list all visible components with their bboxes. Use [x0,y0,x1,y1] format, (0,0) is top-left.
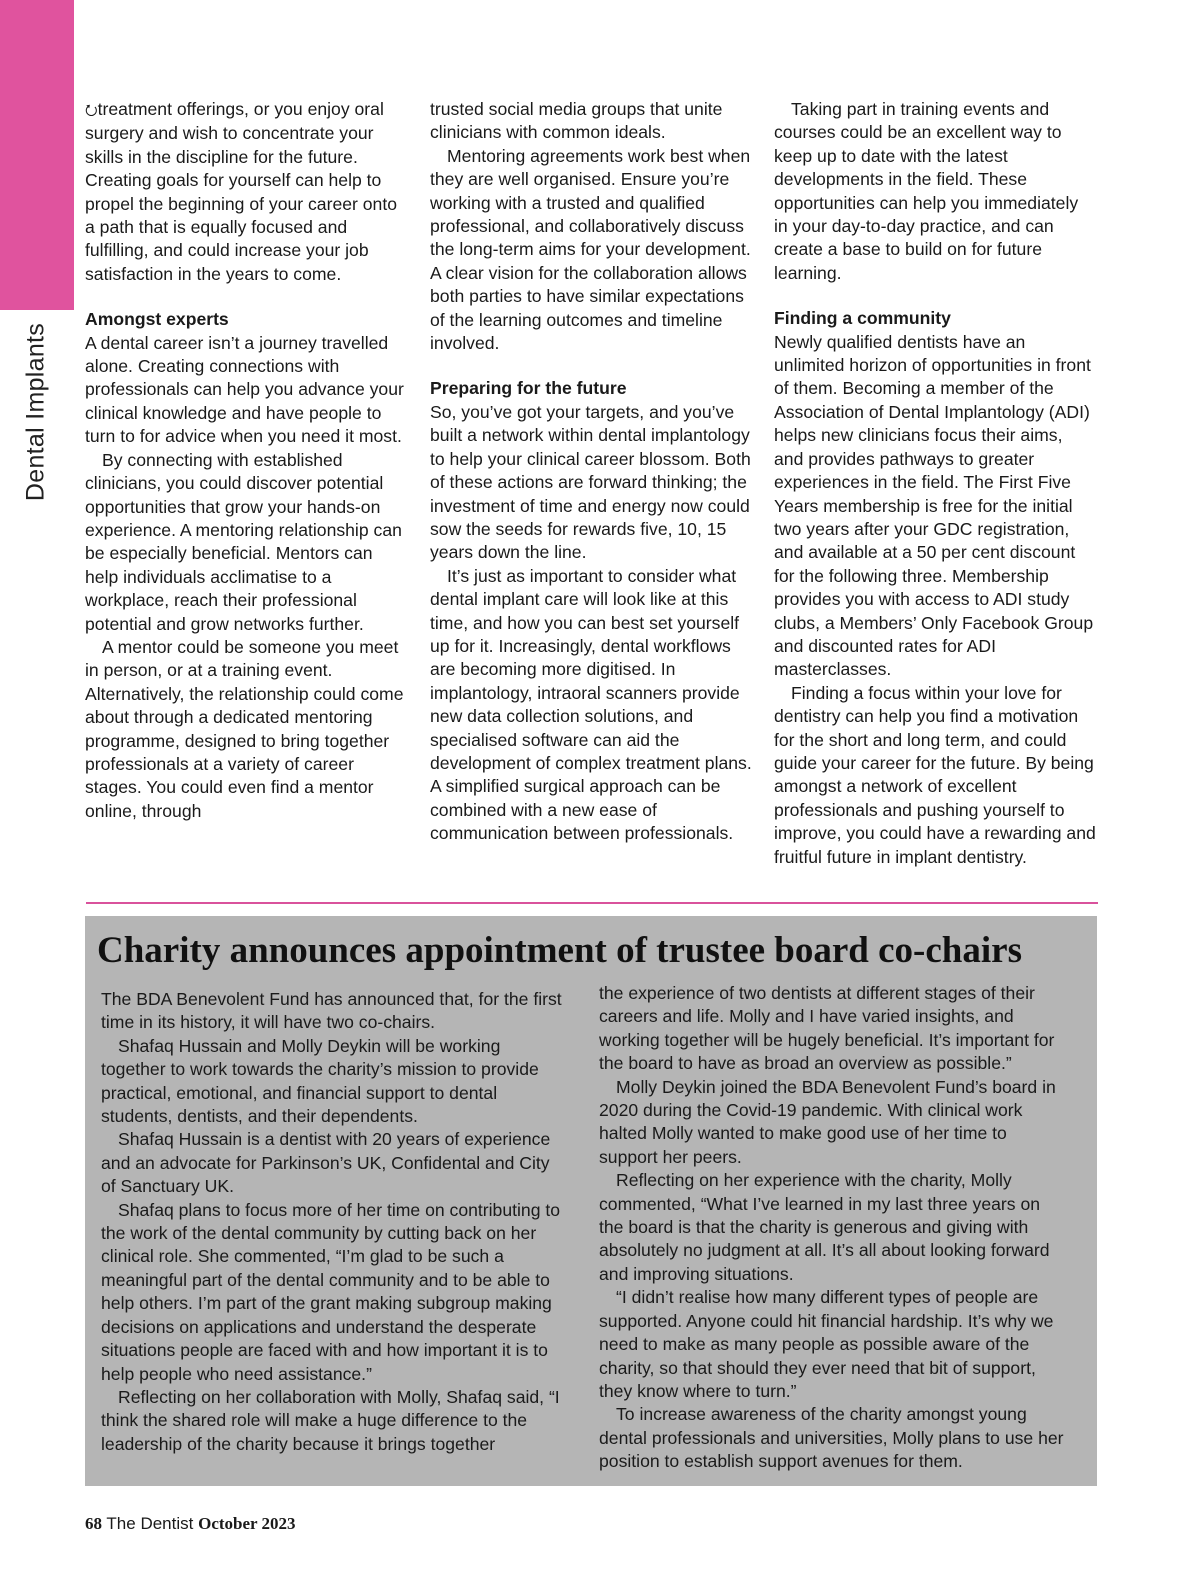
paragraph: the experience of two dentists at different stages of their careers and life. Molly and I have varied insights, and working together will be hugely beneficial. It’s important for the board to have as broad an overview as possible.” [599,983,1055,1074]
paragraph: Shafaq plans to focus more of her time on contributing to the work of the dental community by cutting back on her clinical role. She commented, “I’m glad to be such a meaningful part of the dental community and to be able to help others. I’m part of the grant making subgroup making decisions on applications and understand the desperate situations people are faced with and how important it is to help people who need assistance.” [101,1199,561,1384]
section-divider [86,902,1098,904]
paragraph: Molly Deykin joined the BDA Benevolent Fund’s board in 2020 during the Covid-19 pandemic. With clinical work halted Molly wanted to make good use of her time to support her peers. [599,1076,1056,1167]
page-footer [85,1514,296,1534]
section-label: Dental Implants [21,322,50,502]
paragraph: Reflecting on her experience with the charity, Molly commented, “What I’ve learned in my last three years on the board is that the charity is generous and giving with absolutely no judgment at all. It’s all about looking forward and improving situations. [599,1170,1050,1284]
issue-date: October 2023 [198,1514,296,1533]
paragraph: Shafaq Hussain and Molly Deykin will be working together to work towards the charity’s mission to provide practical, emotional, and financial support to dental students, dentists, and their dependents. [101,1035,539,1127]
paragraph: “I didn’t realise how many different types of people are supported. Anyone could hit financial hardship. It’s why we need to make as many people as possible aware of the charity, so that should they ever need that bit of support, they know where to turn.” [599,1287,1054,1401]
subheading: Finding a community [774,308,951,329]
continued-arrow-icon: ⭮ [85,102,98,119]
paragraph: Shafaq Hussain is a dentist with 20 years of experience and an advocate for Parkinson’s UK, Confidental and City of Sanctuary UK. [101,1129,551,1197]
article-column-2 [430,98,752,846]
publication-name: The Dentist [106,1514,194,1533]
news-column-1 [101,988,569,1456]
news-column-2 [599,982,1067,1474]
page-number: 68 [85,1514,102,1533]
paragraph: By connecting with established clinicians, you could discover potential opportunities that grow your hands-on experience. A mentoring relationship can be especially beneficial. Mentors can help individuals acclimatise to a workplace, reach their professional potential and grow networks further. [85,449,402,634]
subheading: Preparing for the future [430,378,627,399]
paragraph: Taking part in training events and courses could be an excellent way to keep up to date with the latest developments in the field. These opportunities can help you immediately in your day-to-day practice, and can create a base to build on for future learning. [774,99,1079,283]
subheading: Amongst experts [85,309,229,330]
article-column-3 [774,98,1096,869]
paragraph: Finding a focus within your love for dentistry can help you find a motivation for the short and long term, and could guide your career for the future. By being amongst a network of excellent professionals and pushing yourself to improve, you could have a rewarding and fruitful future in implant dentistry. [774,682,1096,867]
paragraph [85,98,407,286]
paragraph-text: treatment offerings, or you enjoy oral surgery and wish to concentrate your skills in the discipline for the future. Creating goals for yourself can help to propel the beginning of your career onto a path that is equally focused and fulfilling, and could increase your job satisfaction in the years to come. [85,99,398,284]
paragraph: A mentor could be someone you meet in person, or at a training event. Alternatively, the relationship could come about through a dedicated mentoring programme, designed to bring together professionals at a variety of career stages. You could even find a mentor online, through [85,636,404,821]
paragraph: The BDA Benevolent Fund has announced that, for the first time in its history, it will have two co-chairs. [101,989,562,1033]
paragraph: Newly qualified dentists have an unlimited horizon of opportunities in front of them. Becoming a member of the Association of Dental Implantology (ADI) helps new clinicians focus their aims, and provides pathways to greater experiences in the field. The First Five Years membership is free for the initial two years after your GDC registration, and available at a 50 per cent discount for the following three. Membership provides you with access to ADI study clubs, a Members’ Only Facebook Group and discounted rates for ADI masterclasses. [774,331,1094,680]
paragraph: So, you’ve got your targets, and you’ve built a network within dental implantology to help your clinical career blossom. Both of these actions are forward thinking; the investment of time and energy now could sow the seeds for rewards five, 10, 15 years down the line. [430,401,751,563]
paragraph: A dental career isn’t a journey travelled alone. Creating connections with professionals can help you advance your clinical knowledge and have people to turn to for advice when you need it most. [85,332,404,447]
article-column-1 [85,98,407,823]
section-color-tab [0,0,74,310]
paragraph: It’s just as important to consider what dental implant care will look like at this time, and how you can best set yourself up for it. Increasingly, dental workflows are becoming more digitised. In implantology, intraoral scanners provide new data collection solutions, and specialised software can aid the development of complex treatment plans. A simplified surgical approach can be combined with a new ease of communication between professionals. [430,565,752,844]
paragraph: trusted social media groups that unite clinicians with common ideals. [430,99,723,143]
paragraph: Mentoring agreements work best when they are well organised. Ensure you’re working with a trusted and qualified professional, and collaboratively discuss the long-term aims for your development. A clear vision for the collaboration allows both parties to have similar expectations of the learning outcomes and timeline involved. [430,145,751,354]
paragraph: To increase awareness of the charity amongst young dental professionals and universities, Molly plans to use her position to establish support avenues for them. [599,1404,1064,1472]
news-headline: Charity announces appointment of trustee board co-chairs [97,930,1022,971]
paragraph: Reflecting on her collaboration with Molly, Shafaq said, “I think the shared role will make a huge difference to the leadership of the charity because it brings together [101,1386,560,1454]
news-box [85,916,1097,1486]
